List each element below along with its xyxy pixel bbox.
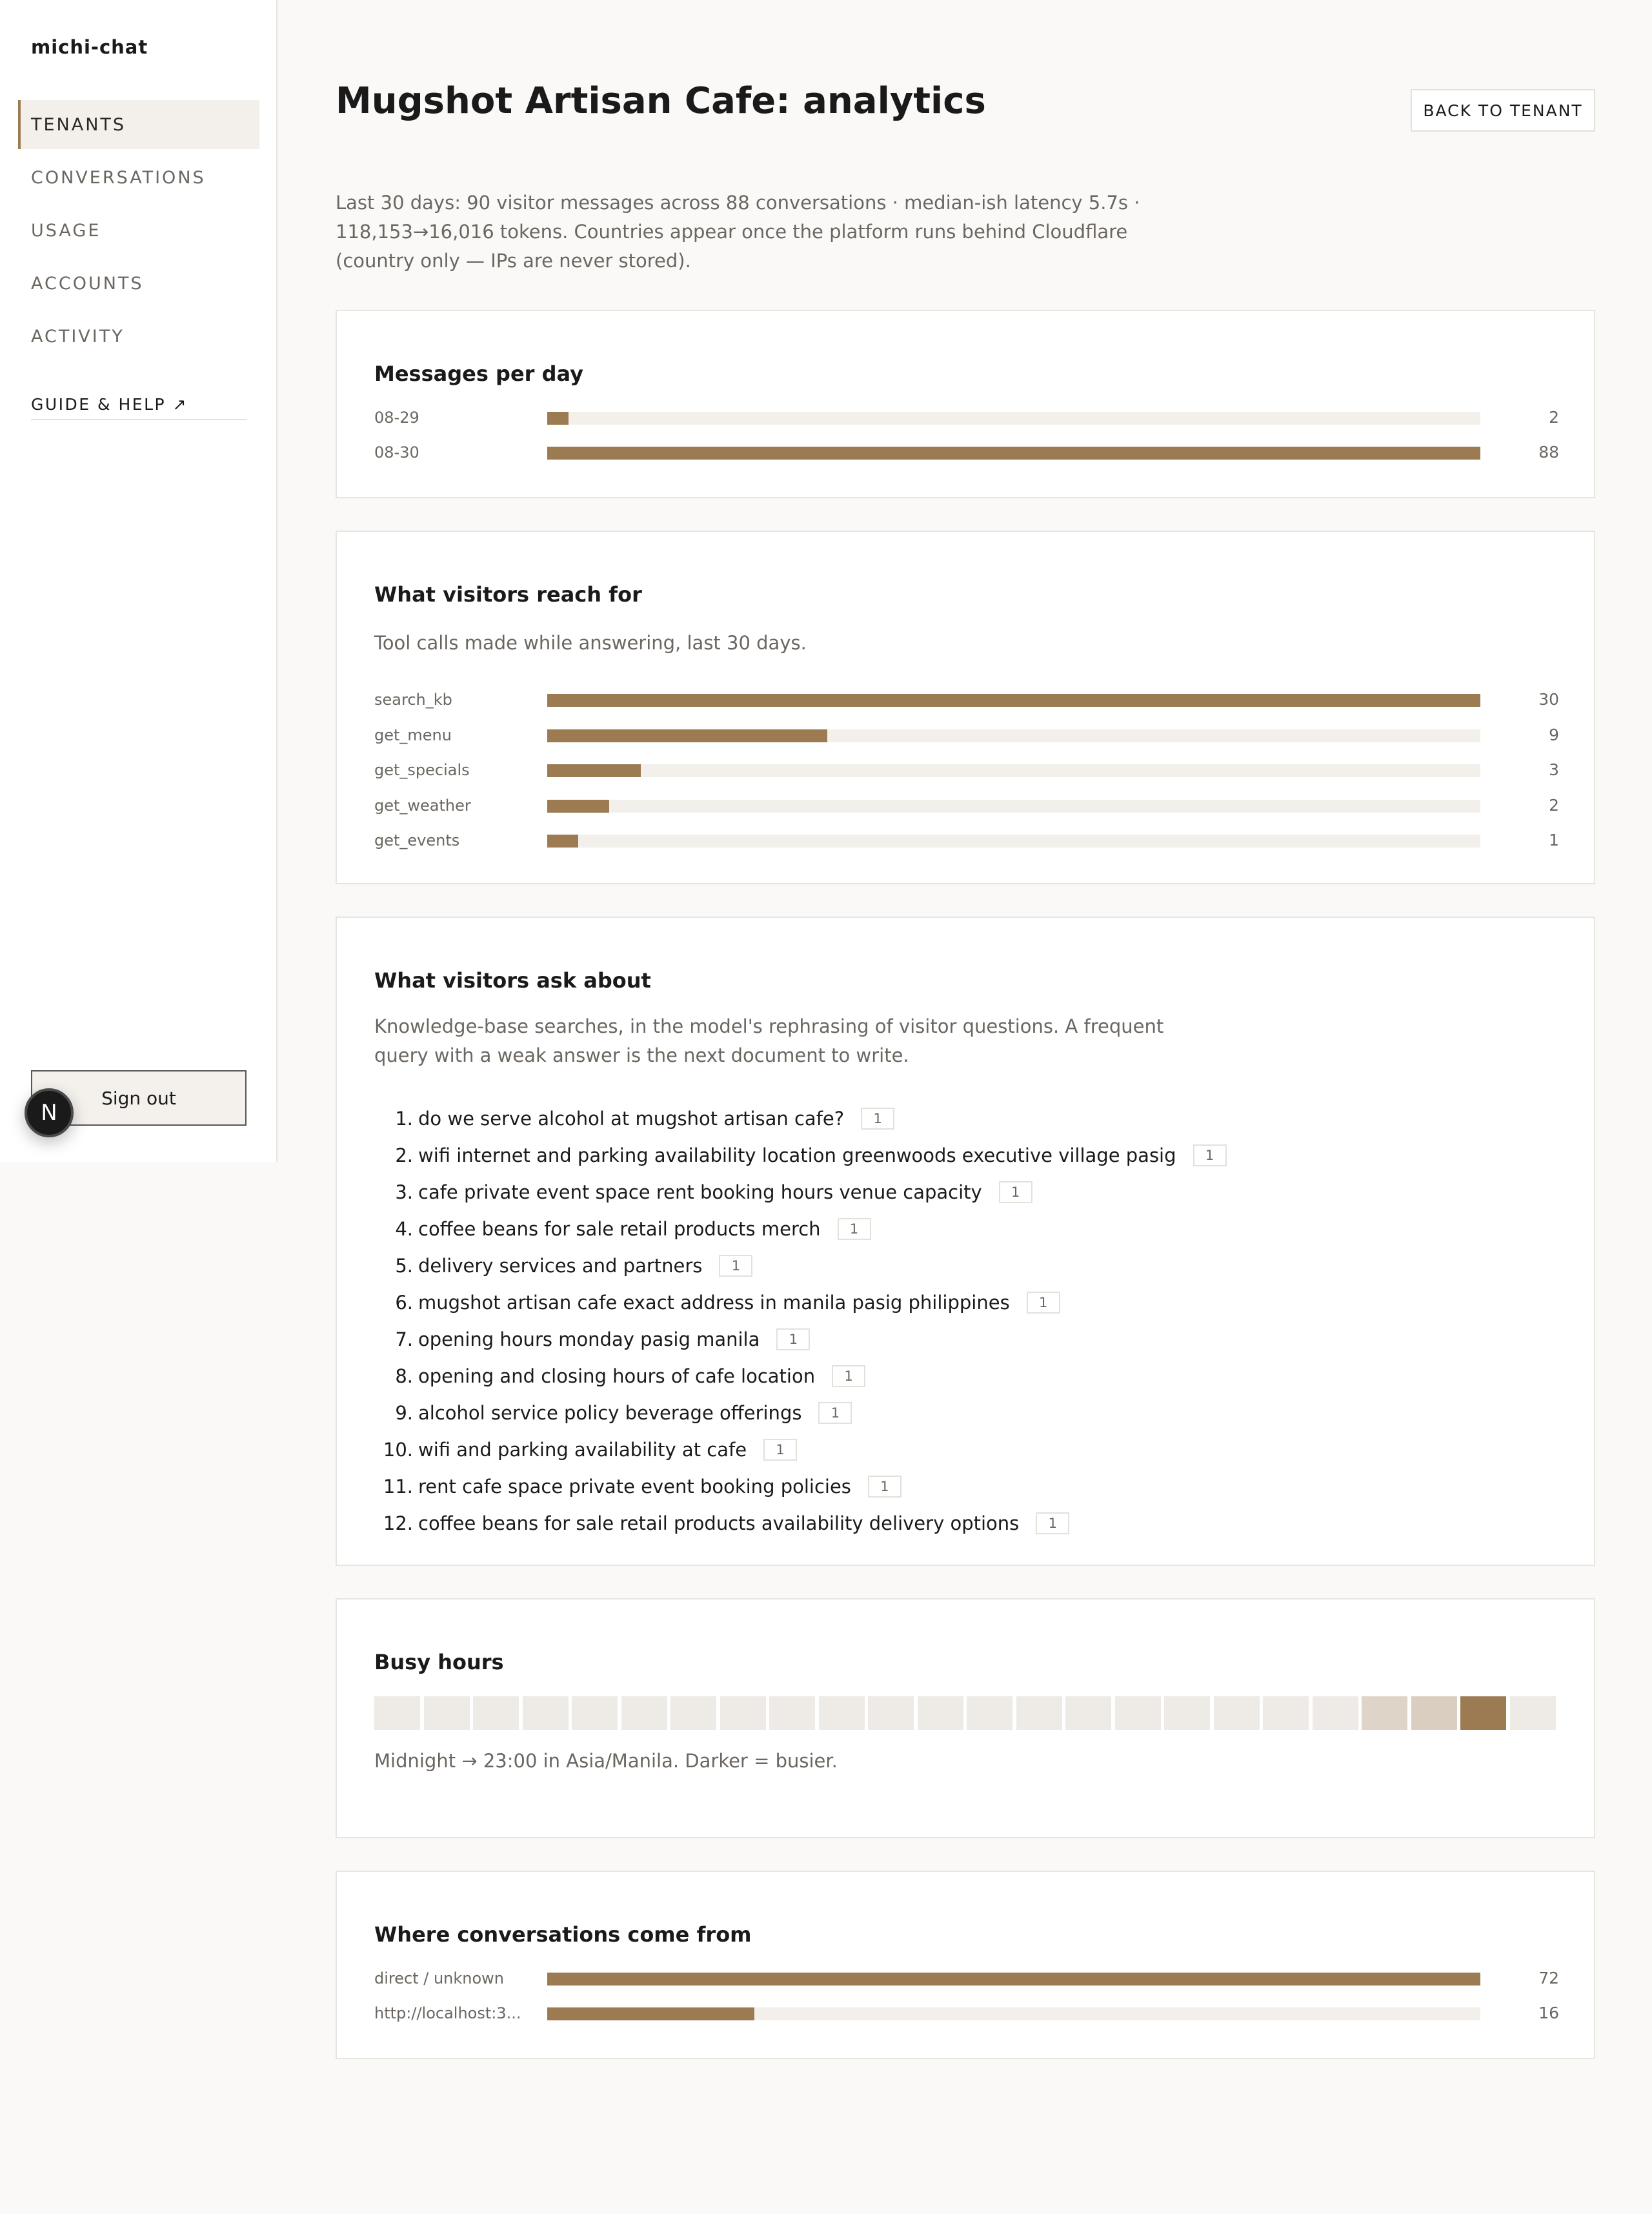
query-text: do we serve alcohol at mugshot artisan cafe? xyxy=(418,1107,845,1130)
bar-value: 9 xyxy=(1549,725,1559,744)
bar-fill xyxy=(547,694,1480,707)
bar-fill xyxy=(547,729,827,742)
hour-cell xyxy=(1164,1696,1210,1730)
bar-value: 88 xyxy=(1538,443,1559,462)
query-number: 2. xyxy=(395,1144,413,1166)
hour-cell xyxy=(1510,1696,1556,1730)
sign-out-button[interactable]: Sign out xyxy=(31,1070,247,1126)
bar-track xyxy=(547,800,1480,813)
hour-cell xyxy=(473,1696,519,1730)
bar-fill xyxy=(547,800,609,813)
query-text: mugshot artisan cafe exact address in manila pasig philippines xyxy=(418,1291,1010,1314)
hour-cell xyxy=(1263,1696,1309,1730)
bar-track xyxy=(547,694,1480,707)
messages-per-day-card xyxy=(336,310,1595,498)
hour-cell xyxy=(1214,1696,1260,1730)
bar-fill xyxy=(547,2007,754,2020)
bar-row xyxy=(374,760,1559,780)
query-text: opening and closing hours of cafe location xyxy=(418,1365,816,1387)
query-count-badge: 1 xyxy=(818,1402,852,1424)
bar-row xyxy=(374,2004,1559,2023)
query-number: 4. xyxy=(395,1217,413,1240)
app-logo: michi-chat xyxy=(31,36,148,58)
query-number: 1. xyxy=(395,1107,413,1130)
query-count-badge: 1 xyxy=(776,1328,810,1350)
card-title: Busy hours xyxy=(374,1650,504,1674)
query-item xyxy=(374,1247,1227,1284)
query-item xyxy=(374,1468,1227,1505)
query-number: 7. xyxy=(395,1328,413,1350)
bar-value: 3 xyxy=(1549,760,1559,779)
hour-cell xyxy=(1065,1696,1111,1730)
query-item xyxy=(374,1394,1227,1431)
bar-fill xyxy=(547,764,641,777)
bar-value: 30 xyxy=(1538,690,1559,709)
busy-hours-heatmap xyxy=(374,1696,1559,1730)
bar-label: get_events xyxy=(374,831,460,849)
query-count-badge: 1 xyxy=(868,1476,902,1498)
query-number: 5. xyxy=(395,1254,413,1277)
sidebar-item-accounts[interactable]: ACCOUNTS xyxy=(31,273,144,294)
bar-track xyxy=(547,412,1480,425)
query-count-badge: 1 xyxy=(1027,1292,1060,1314)
bar-track xyxy=(547,2007,1480,2020)
card-title: What visitors ask about xyxy=(374,968,651,993)
query-count-badge: 1 xyxy=(832,1365,865,1387)
query-item xyxy=(374,1505,1227,1541)
query-number: 8. xyxy=(395,1365,413,1387)
card-caption: Midnight → 23:00 in Asia/Manila. Darker = busier. xyxy=(374,1750,838,1772)
query-count-badge: 1 xyxy=(861,1108,894,1130)
bar-track xyxy=(547,1973,1480,1985)
query-item xyxy=(374,1100,1227,1137)
bar-value: 1 xyxy=(1549,831,1559,849)
query-item xyxy=(374,1210,1227,1247)
query-text: wifi internet and parking availability location greenwoods executive village pasig xyxy=(418,1144,1176,1166)
hour-cell xyxy=(720,1696,766,1730)
card-title: Messages per day xyxy=(374,361,583,386)
bar-fill xyxy=(547,447,1480,460)
back-to-tenant-button[interactable]: BACK TO TENANT xyxy=(1411,89,1595,132)
query-count-badge: 1 xyxy=(763,1439,797,1461)
hour-cell xyxy=(967,1696,1012,1730)
hour-cell xyxy=(819,1696,865,1730)
busy-hours-card xyxy=(336,1598,1595,1838)
summary-text: Last 30 days: 90 visitor messages across 88 conversations · median-ish latency 5.7s · 118,153→16,016 tokens. Countries appear once the platform runs behind Cloudflare (country only — IPs are never stored). xyxy=(336,192,1140,272)
hour-cell xyxy=(374,1696,420,1730)
bar-fill xyxy=(547,835,578,848)
bar-value: 2 xyxy=(1549,795,1559,815)
query-count-badge: 1 xyxy=(999,1181,1032,1203)
query-text: alcohol service policy beverage offerings xyxy=(418,1401,802,1424)
sidebar xyxy=(0,0,277,1162)
bar-label: get_specials xyxy=(374,761,470,779)
guide-help-link[interactable]: GUIDE & HELP ↗ xyxy=(31,395,247,420)
query-list xyxy=(374,1100,1227,1541)
bar-fill xyxy=(547,412,569,425)
hour-cell xyxy=(1362,1696,1407,1730)
bar-label: 08-29 xyxy=(374,409,419,427)
bar-value: 72 xyxy=(1538,1969,1559,1987)
bar-track xyxy=(547,764,1480,777)
hour-cell xyxy=(918,1696,963,1730)
query-text: coffee beans for sale retail products availability delivery options xyxy=(418,1512,1020,1534)
sidebar-item-conversations[interactable]: CONVERSATIONS xyxy=(31,167,206,188)
hour-cell xyxy=(1313,1696,1358,1730)
query-item xyxy=(374,1137,1227,1173)
query-item xyxy=(374,1284,1227,1321)
sidebar-item-tenants[interactable]: TENANTS xyxy=(18,100,259,149)
card-title: Where conversations come from xyxy=(374,1922,752,1947)
bar-row xyxy=(374,690,1559,709)
bar-label: http://localhost:3... xyxy=(374,2004,521,2022)
hour-cell xyxy=(1460,1696,1506,1730)
hour-cell xyxy=(621,1696,667,1730)
hour-cell xyxy=(769,1696,815,1730)
bar-label: direct / unknown xyxy=(374,1969,505,1987)
hour-cell xyxy=(572,1696,618,1730)
bar-label: get_menu xyxy=(374,726,452,744)
query-count-badge: 1 xyxy=(719,1255,752,1277)
bar-row xyxy=(374,831,1559,850)
bar-track xyxy=(547,447,1480,460)
sidebar-item-activity[interactable]: ACTIVITY xyxy=(31,326,125,347)
query-text: coffee beans for sale retail products merch xyxy=(418,1217,821,1240)
card-subtitle: Knowledge-base searches, in the model's rephrasing of visitor questions. A frequent query with a weak answer is the next document to write. xyxy=(374,1015,1164,1066)
bar-value: 2 xyxy=(1549,408,1559,427)
query-text: delivery services and partners xyxy=(418,1254,703,1277)
query-number: 10. xyxy=(383,1438,413,1461)
bar-label: 08-30 xyxy=(374,443,419,462)
query-text: opening hours monday pasig manila xyxy=(418,1328,760,1350)
sidebar-nav xyxy=(18,100,259,365)
bar-row xyxy=(374,726,1559,745)
dev-tools-badge[interactable]: N xyxy=(25,1088,74,1137)
query-text: rent cafe space private event booking policies xyxy=(418,1475,851,1498)
bar-track xyxy=(547,729,1480,742)
tool-calls-card xyxy=(336,531,1595,884)
hour-cell xyxy=(523,1696,569,1730)
query-text: cafe private event space rent booking hours venue capacity xyxy=(418,1181,982,1203)
query-number: 12. xyxy=(383,1512,413,1534)
bar-label: get_weather xyxy=(374,796,471,815)
sidebar-item-usage[interactable]: USAGE xyxy=(31,220,101,241)
bar-row xyxy=(374,1969,1559,1988)
hour-cell xyxy=(424,1696,470,1730)
bar-row xyxy=(374,408,1559,427)
query-count-badge: 1 xyxy=(838,1218,871,1240)
page-title: Mugshot Artisan Cafe: analytics xyxy=(336,80,986,122)
bar-fill xyxy=(547,1973,1480,1985)
query-number: 9. xyxy=(395,1401,413,1424)
hour-cell xyxy=(868,1696,914,1730)
hour-cell xyxy=(1115,1696,1161,1730)
query-count-badge: 1 xyxy=(1036,1512,1069,1534)
query-item xyxy=(374,1173,1227,1210)
query-count-badge: 1 xyxy=(1193,1144,1227,1166)
hour-cell xyxy=(670,1696,716,1730)
query-number: 3. xyxy=(395,1181,413,1203)
card-subtitle: Tool calls made while answering, last 30 days. xyxy=(374,632,807,654)
bar-row xyxy=(374,443,1559,462)
hour-cell xyxy=(1411,1696,1457,1730)
sources-card xyxy=(336,1871,1595,2059)
query-text: wifi and parking availability at cafe xyxy=(418,1438,747,1461)
query-number: 11. xyxy=(383,1475,413,1498)
bar-label: search_kb xyxy=(374,691,452,709)
bar-value: 16 xyxy=(1538,2004,1559,2022)
query-item xyxy=(374,1431,1227,1468)
hour-cell xyxy=(1016,1696,1062,1730)
bar-row xyxy=(374,796,1559,815)
kb-queries-card xyxy=(336,917,1595,1566)
card-title: What visitors reach for xyxy=(374,582,642,607)
bar-track xyxy=(547,835,1480,848)
query-number: 6. xyxy=(395,1291,413,1314)
query-item xyxy=(374,1321,1227,1357)
query-item xyxy=(374,1357,1227,1394)
